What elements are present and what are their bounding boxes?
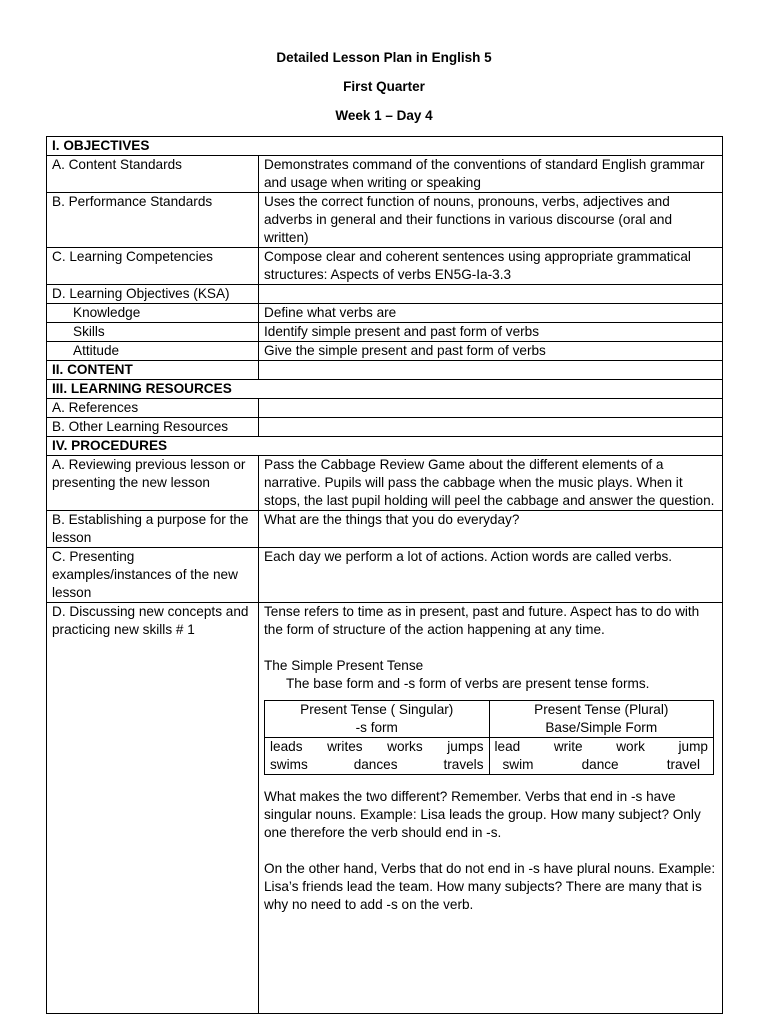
verb: travel [666, 757, 700, 772]
learning-competencies-label: C. Learning Competencies [47, 248, 259, 285]
plural-verbs [489, 738, 714, 775]
procedures-heading: IV. PROCEDURES [47, 437, 723, 456]
procedure-c-label: C. Presenting examples/instances of the new lesson [47, 548, 259, 603]
plural-header-line2: Base/Simple Form [545, 720, 658, 735]
procedure-b-value: What are the things that you do everyday? [259, 511, 723, 548]
procedure-c-value: Each day we perform a lot of actions. Action words are called verbs. [259, 548, 723, 603]
knowledge-label: Knowledge [47, 304, 259, 323]
table-row [47, 399, 723, 418]
table-row [47, 603, 723, 1014]
table-row [265, 738, 714, 775]
procedure-d-label: D. Discussing new concepts and practicing new skills # 1 [47, 603, 259, 1014]
verb: dances [353, 757, 398, 772]
verb: travels [443, 757, 484, 772]
table-row [47, 285, 723, 304]
content-heading: II. CONTENT [47, 361, 259, 380]
singular-header-line1: Present Tense ( Singular) [300, 702, 454, 717]
knowledge-value: Define what verbs are [259, 304, 723, 323]
table-row [47, 193, 723, 248]
verb: jump [678, 739, 708, 754]
learning-objectives-label: D. Learning Objectives (KSA) [47, 285, 259, 304]
learning-competencies-value: Compose clear and coherent sentences using appropriate grammatical structures: Aspects of verbs EN5G-Ia-3.3 [259, 248, 723, 285]
content-standards-label: A. Content Standards [47, 156, 259, 193]
verb: write [553, 739, 583, 754]
singular-explanation: What makes the two different? Remember. Verbs that end in -s have singular nouns. Example: Lisa leads the group. How many subject? Only one therefore the verb should end in -s. [264, 789, 701, 840]
verb: writes [327, 739, 363, 754]
table-row [47, 137, 723, 156]
plural-header-line1: Present Tense (Plural) [534, 702, 669, 717]
simple-present-heading: The Simple Present Tense [264, 658, 424, 673]
table-row [265, 701, 714, 738]
table-row [47, 361, 723, 380]
verb: jumps [447, 739, 484, 754]
singular-header [265, 701, 490, 738]
table-row [47, 511, 723, 548]
attitude-label: Attitude [47, 342, 259, 361]
week-heading: Week 1 – Day 4 [335, 108, 433, 123]
verb: works [387, 739, 423, 754]
other-resources-value [259, 418, 723, 437]
content-value [259, 361, 723, 380]
table-row [47, 456, 723, 511]
verb: swims [270, 757, 308, 772]
singular-verbs [265, 738, 490, 775]
procedure-a-value: Pass the Cabbage Review Game about the different elements of a narrative. Pupils will pass the cabbage when the music plays. When it stops, the last pupil holding will peel the cabbage and answer the question. [259, 456, 723, 511]
objectives-heading: I. OBJECTIVES [47, 137, 723, 156]
other-resources-label: B. Other Learning Resources [47, 418, 259, 437]
table-row [47, 323, 723, 342]
table-row [47, 156, 723, 193]
procedure-b-label: B. Establishing a purpose for the lesson [47, 511, 259, 548]
procedure-a-label: A. Reviewing previous lesson or presenting the new lesson [47, 456, 259, 511]
performance-standards-value: Uses the correct function of nouns, pronouns, verbs, adjectives and adverbs in general and their functions in various discourse (oral and written) [259, 193, 723, 248]
table-row [47, 380, 723, 399]
present-tense-table [264, 700, 714, 775]
table-row [47, 437, 723, 456]
verb: work [616, 739, 645, 754]
references-value [259, 399, 723, 418]
singular-header-line2: -s form [355, 720, 398, 735]
verb: leads [270, 739, 303, 754]
skills-label: Skills [47, 323, 259, 342]
learning-objectives-value [259, 285, 723, 304]
quarter-heading: First Quarter [343, 79, 425, 94]
table-row [47, 248, 723, 285]
table-row [47, 304, 723, 323]
references-label: A. References [47, 399, 259, 418]
performance-standards-label: B. Performance Standards [47, 193, 259, 248]
plural-explanation: On the other hand, Verbs that do not end in -s have plural nouns. Example: Lisa’s friends lead the team. How many subjects? There are many that is why no need to add -s on the verb. [264, 861, 716, 912]
table-row [47, 548, 723, 603]
document-title: Detailed Lesson Plan in English 5 [276, 50, 492, 65]
procedure-d-value [259, 603, 723, 1014]
verb: swim [502, 757, 534, 772]
table-row [47, 342, 723, 361]
lesson-plan-table [46, 136, 723, 1014]
simple-present-description: The base form and -s form of verbs are present tense forms. [286, 676, 650, 691]
attitude-value: Give the simple present and past form of verbs [259, 342, 723, 361]
learning-resources-heading: III. LEARNING RESOURCES [47, 380, 723, 399]
table-row [47, 418, 723, 437]
verb: dance [581, 757, 619, 772]
tense-definition: Tense refers to time as in present, past and future. Aspect has to do with the form of structure of the action happening at any time. [264, 604, 700, 637]
content-standards-value: Demonstrates command of the conventions of standard English grammar and usage when writing or speaking [259, 156, 723, 193]
plural-header [489, 701, 714, 738]
verb: lead [494, 739, 521, 754]
skills-value: Identify simple present and past form of verbs [259, 323, 723, 342]
